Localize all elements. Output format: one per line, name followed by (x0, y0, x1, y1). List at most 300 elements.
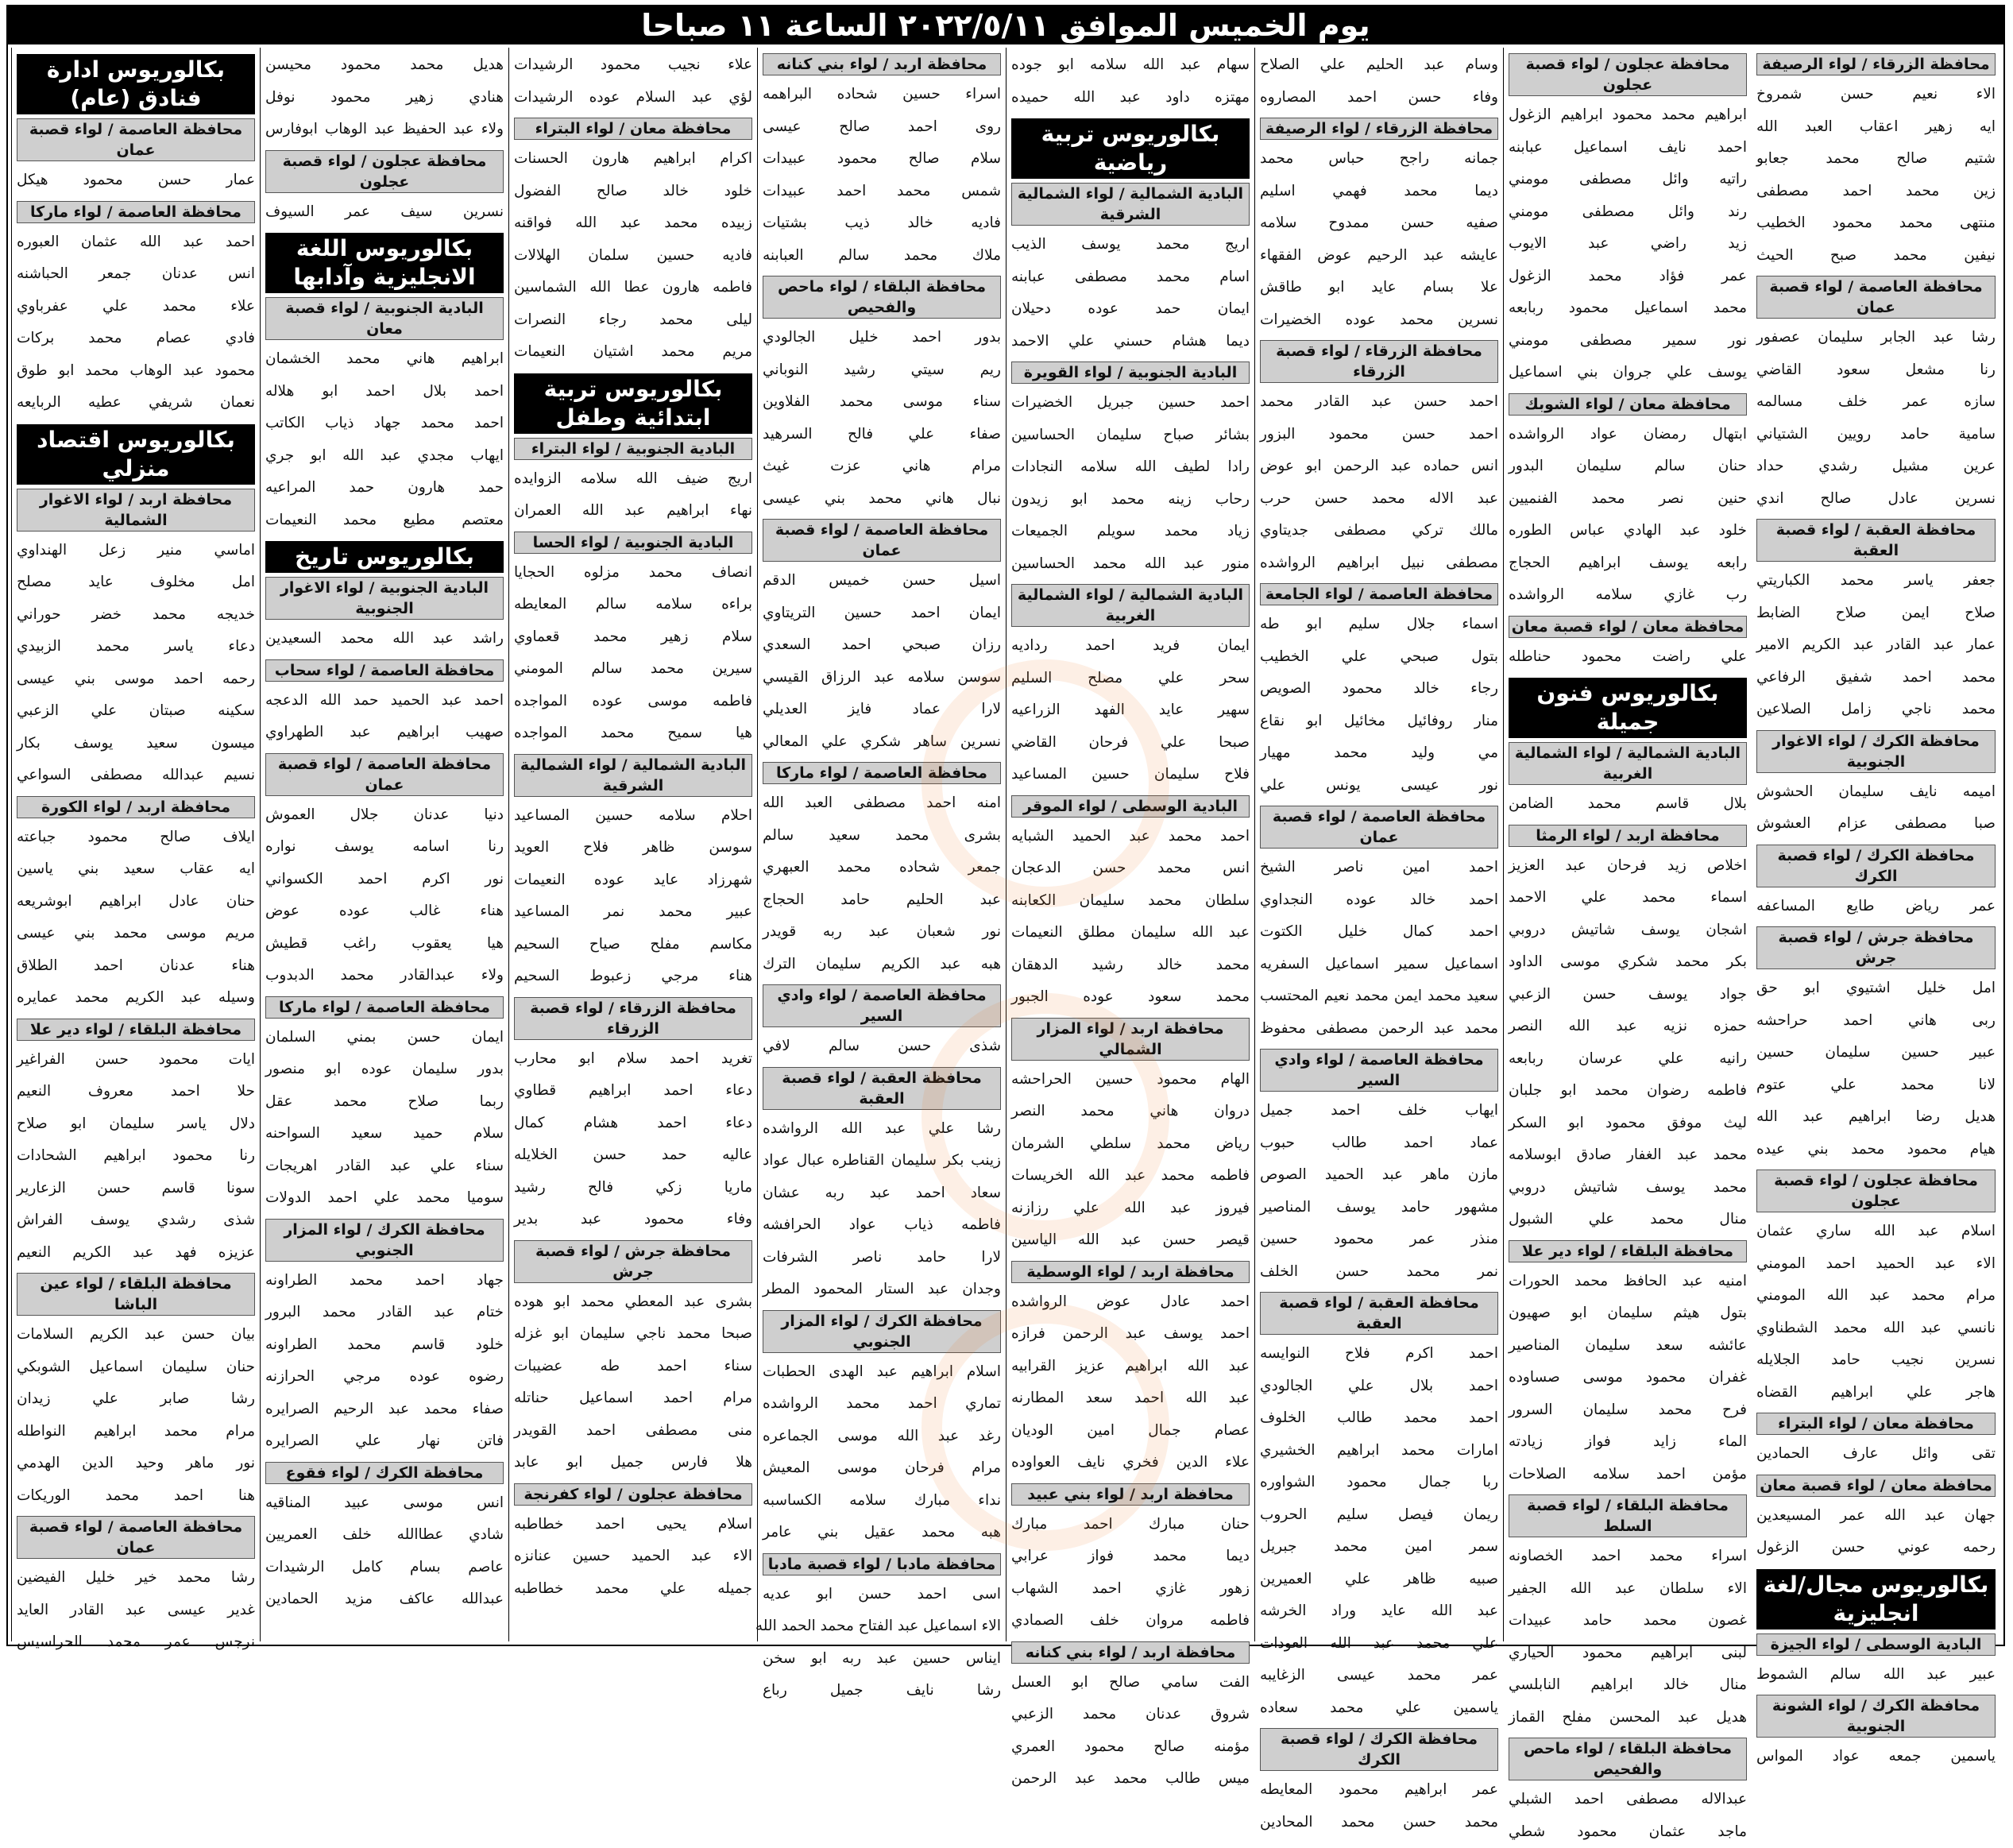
governorate-heading: محافظة معان / لواء البتراء (514, 118, 752, 140)
candidate-name: سهام عبد الله سلامه ابو جوده (1011, 49, 1250, 82)
governorate-heading: محافظة الكرك / لواء الاغوار الجنوبية (1756, 730, 1996, 773)
columns-container (11, 48, 2000, 1641)
candidate-name: نبال هاني محمد بني عيسى (763, 483, 1001, 516)
candidate-name: عبد الله احمد سعد المطارنه (1011, 1382, 1250, 1415)
candidate-name: سناء موسى محمد الفلاوين (763, 386, 1001, 419)
candidate-name: عزيزه فهد عبد الكريم النعيم (17, 1237, 255, 1270)
candidate-name: احمد محمد عبد الحميد الشبايه (1011, 821, 1250, 853)
candidate-name: احمد عادل عوض الرواشده (1011, 1286, 1250, 1319)
candidate-name: احمد نايف اسماعيل عبابنه (1509, 132, 1747, 164)
candidate-name: عبد الله عايد وراد الخرشه (1260, 1595, 1498, 1628)
candidate-name: نسرين سيف عمر السيوف (265, 196, 504, 229)
governorate-heading: البادية الجنوبية / لواء الاغوار الجنوبية (265, 577, 504, 620)
candidate-name: اسلام ابراهيم عبد الهدى الحطبات (763, 1356, 1001, 1389)
candidate-name: محمد حسن محمد المحادين (1260, 1807, 1498, 1839)
candidate-name: رانيه علي عرسان ربابعه (1509, 1043, 1747, 1076)
candidate-name: هديل عبد المحسن مفلح القماز (1509, 1702, 1747, 1734)
column-6 (1254, 48, 1503, 1641)
candidate-name: ديما محمد فهمي اسليم (1260, 176, 1498, 208)
candidate-name: الماء زايد فواز زيادته (1509, 1426, 1747, 1459)
candidate-name: علاء نجيب محمود الرشيدات (514, 49, 752, 82)
candidate-name: نسرين عادل صالح اندي (1756, 483, 1996, 516)
candidate-name: صبحا محمد ناجي سليمان ابو غزله (514, 1318, 752, 1351)
candidate-name: احلام سلامه حسين المساعيد (514, 800, 752, 833)
candidate-name: رشا صابر علي زيدان (17, 1383, 255, 1416)
candidate-name: خلود قاسم محمد الطراونه (265, 1329, 504, 1362)
candidate-name: احمد محمد جهاد ذياب الكاتب (265, 408, 504, 440)
candidate-name: هنادي زهير محمود نوفل (265, 82, 504, 114)
candidate-name: شهرزاد عايد عوده النعيمات (514, 864, 752, 897)
candidate-name: صفيه حسن ممدوح سلامه (1260, 207, 1498, 240)
candidate-name: نور اكرم احمد الكسواني (265, 864, 504, 896)
candidate-name: مرام فرحان موسى المعيش (763, 1452, 1001, 1485)
governorate-heading: محافظة العاصمة / لواء ماركا (265, 996, 504, 1019)
candidate-name: اسى احمد حسن ابو عديه (763, 1579, 1001, 1611)
candidate-name: هبه محمد عقيل بني عامر (763, 1517, 1001, 1549)
candidate-name: عايشه عبد الرحيم عوض الفقهاء (1260, 240, 1498, 273)
governorate-heading: محافظة معان / لواء قصبة معان (1509, 616, 1747, 638)
candidate-name: هلا فارس جميل ابو عابد (514, 1447, 752, 1479)
candidate-name: احمد عبد الله عثمان العبوره (17, 226, 255, 259)
candidate-name: امنه احمد مصطفى العبد الله (763, 787, 1001, 820)
governorate-heading: محافظة العاصمة / لواء قصبة عمان (1756, 276, 1996, 319)
candidate-name: هبه عبد الكريم سليمان الترك (763, 949, 1001, 981)
candidate-name: صبحا علي فرحان القاضي (1011, 727, 1250, 760)
candidate-name: عبدالاله مصطفى احمد الشبلي (1509, 1784, 1747, 1816)
candidate-name: نسرين نجيب حامد الجلايله (1756, 1344, 1996, 1377)
column-7 (1503, 48, 1752, 1641)
candidate-name: سحر علي مصلح السليم (1011, 663, 1250, 695)
candidate-name: سمر امين محمد جبريل (1260, 1531, 1498, 1564)
candidate-name: نيفين محمد صبح الحيث (1756, 240, 1996, 273)
candidate-name: رياض محمد سلطي الشرمان (1011, 1128, 1250, 1161)
candidate-name: صهيب ابراهيم عبد الطهراوي (265, 717, 504, 749)
candidate-name: فاطمه هارون عطا الله الشماسين (514, 272, 752, 304)
candidate-name: ايمان حسن بمني السلمان (265, 1022, 504, 1054)
candidate-name: رنا مشعل سعود القاضي (1756, 354, 1996, 387)
candidate-name: عبدالله عاكف مزيد الحمادين (265, 1583, 504, 1616)
candidate-name: سوسن سلامه عبد الرزاق القيسي (763, 662, 1001, 694)
candidate-name: رشا عبد الجابر سليمان عصفور (1756, 322, 1996, 354)
candidate-name: شذى حسن سالم لافي (763, 1030, 1001, 1063)
candidate-name: نور شعبان عبد ربه قويدر (763, 916, 1001, 949)
candidate-name: جميله علي محمد خطاطبه (514, 1573, 752, 1606)
candidate-name: اسراء محمد احمد الخصاونه (1509, 1541, 1747, 1573)
candidate-name: ابراهيم محمد محمود ابراهيم الزغول (1509, 99, 1747, 132)
candidate-name: عمر محمد عيسى الزغايبه (1260, 1660, 1498, 1692)
candidate-name: دلال ياسر سليمان ابو صلاح (17, 1108, 255, 1141)
candidate-name: منال محمد علي الشبول (1509, 1204, 1747, 1236)
candidate-name: ميس طالب محمد عبد الرحمن (1011, 1763, 1250, 1796)
candidate-name: عمر فؤاد محمد الزغول (1509, 261, 1747, 293)
candidate-name: عمر ابراهيم محمود المعايطه (1260, 1774, 1498, 1807)
candidate-name: احمد محمد طالب الخلوف (1260, 1402, 1498, 1435)
candidate-name: محمود عبد الوهاب محمد ابو طوق (17, 355, 255, 388)
candidate-name: زينب بكر سليمان القناطره عبال عواد (763, 1145, 1001, 1177)
candidate-name: دروان هاني محمد النصر (1011, 1096, 1250, 1128)
governorate-heading: محافظة الزرقاء / لواء قصبة الزرقاء (514, 997, 752, 1040)
candidate-name: فاطمه رضوان محمد ابو جلبان (1509, 1075, 1747, 1108)
governorate-heading: محافظة العاصمة / لواء قصبة عمان (763, 519, 1001, 562)
candidate-name: ايناس حسين عبد ربه ابو سخن (763, 1643, 1001, 1676)
candidate-name: شذى رشدي يوسف الفراش (17, 1204, 255, 1237)
candidate-name: سلطان محمد سليمان الكعابنه (1011, 885, 1250, 918)
candidate-name: رنا محمود ابراهيم الشحادات (17, 1140, 255, 1173)
candidate-name: ايه عقاب سعيد بني ياسين (17, 853, 255, 886)
candidate-name: محمد خالد رشيد الدهقان (1011, 949, 1250, 982)
candidate-name: نسيم عبدالله مصطفى السواعي (17, 760, 255, 792)
candidate-name: غصون محمد حامد عبيدات (1509, 1605, 1747, 1637)
governorate-heading: البادية الشمالية / لواء الشمالية الشرقية (514, 754, 752, 797)
governorate-heading: محافظة العاصمة / لواء ماركا (17, 201, 255, 223)
candidate-name: هناء عدنان احمد الطلاق (17, 950, 255, 983)
candidate-name: هناء مرجي زعبوط السحيم (514, 961, 752, 993)
candidate-name: فاديه حسين سلمان الهلالات (514, 240, 752, 273)
candidate-name: اسام محمد مصطفى عبابنه (1011, 261, 1250, 294)
candidate-name: عبير حسين سليمان حسين (1756, 1037, 1996, 1069)
candidate-name: امل مخلوف عايد مصلح (17, 566, 255, 599)
candidate-name: مريم محمد اشتيان النعيمات (514, 336, 752, 369)
governorate-heading: محافظة العاصمة / لواء سحاب (265, 659, 504, 682)
candidate-name: وجدان عبد الستار المحمود المطر (763, 1274, 1001, 1306)
governorate-heading: محافظة العاصمة / لواء قصبة عمان (17, 118, 255, 161)
candidate-name: انس موسى عبيد المناقيه (265, 1487, 504, 1520)
governorate-heading: البادية الوسطى / لواء الجيزة (1756, 1633, 1996, 1656)
candidate-name: عبد الله ابراهيم عزيز القرابيه (1011, 1351, 1250, 1383)
candidate-name: صفاء محمد عبد الرحيم الصرايره (265, 1394, 504, 1426)
candidate-name: ماجد عثمان محمود شطي (1509, 1816, 1747, 1848)
candidate-name: فاتن نهار علي الصرايره (265, 1425, 504, 1458)
candidate-name: رحمه احمد موسى بني عيسى (17, 663, 255, 696)
candidate-name: مازن ماهر عبد الحميد الصوص (1260, 1159, 1498, 1192)
candidate-name: رغد عبد الله موسى الجماعره (763, 1421, 1001, 1453)
governorate-heading: محافظة اربد / لواء الرمثا (1509, 825, 1747, 847)
candidate-name: علي راضت محمود حناطله (1509, 641, 1747, 674)
degree-heading: بكالوريوس ادارة فنادق (عام) (17, 54, 255, 114)
candidate-name: نداء مبارك سلامه الكساسبه (763, 1485, 1001, 1517)
candidate-name: اسماعيل سمير اسماعيل السفريه (1260, 949, 1498, 981)
candidate-name: الاء عبد الحميد احمد المومني (1756, 1248, 1996, 1281)
governorate-heading: محافظة العاصمة / لواء قصبة عمان (265, 753, 504, 796)
degree-heading: بكالوريوس تربية رياضية (1011, 118, 1250, 179)
candidate-name: جواد يوسف حسن الزعبي (1509, 979, 1747, 1011)
governorate-heading: محافظة العاصمة / لواء قصبة عمان (1260, 806, 1498, 849)
candidate-name: مي وليد محمد مهيار (1260, 737, 1498, 770)
candidate-name: تماري احمد محمد الرواشده (763, 1388, 1001, 1421)
governorate-heading: محافظة الكرك / لواء قصبة الكرك (1756, 845, 1996, 887)
candidate-name: رنا اسامه يوسف نواره (265, 831, 504, 864)
candidate-name: منى مصطفى احمد القويدر (514, 1415, 752, 1448)
governorate-heading: محافظة الكرك / لواء فقوع (265, 1462, 504, 1484)
candidate-name: ملاك محمد سالم العبابنه (763, 240, 1001, 273)
governorate-heading: محافظة الكرك / لواء الشونة الجنوبية (1756, 1695, 1996, 1738)
candidate-name: ديما محمد فواز عرابي (1011, 1541, 1250, 1573)
candidate-name: صلاح ايمن صلاح الضابط (1756, 597, 1996, 630)
candidate-name: سلام صالح محمود عبيدات (763, 143, 1001, 176)
candidate-name: لارا حامد ناصر الشرفات (763, 1242, 1001, 1274)
candidate-name: فرح محمد سليمان السرور (1509, 1394, 1747, 1427)
candidate-name: معتصم مطيع محمد النعيمات (265, 505, 504, 537)
degree-heading: بكالوريوس اللغة الانجليزية وآدابها (265, 233, 504, 293)
candidate-name: نور ماهر وحيد الدين الهدمي (17, 1448, 255, 1480)
candidate-name: مريم موسى محمد بني عيسى (17, 918, 255, 950)
candidate-name: عاصم بسام كامل الرشيدات (265, 1552, 504, 1584)
candidate-name: هيام محمود محمد بني عيده (1756, 1134, 1996, 1166)
candidate-name: رحاب زينه محمد ابو زيدون (1011, 484, 1250, 516)
candidate-name: ميسون سعيد يوسف بكار (17, 728, 255, 760)
candidate-name: ليلى محمد رجاء النصرات (514, 304, 752, 337)
degree-heading: بكالوريوس تاريخ (265, 541, 504, 573)
candidate-name: روى احمد صالح عيسى (763, 111, 1001, 144)
candidate-name: تغريد احمد سلام ابو محارب (514, 1043, 752, 1076)
candidate-name: احمد خالد عوده النجداوي (1260, 884, 1498, 917)
candidate-name: مؤمن احمد سلامه الصلاحات (1509, 1459, 1747, 1491)
candidate-name: بتول صبحي علي الخطيب (1260, 641, 1498, 674)
candidate-name: رب غازي سلامه الرواشده (1509, 579, 1747, 612)
candidate-name: سلام حميد سعيد السواحنه (265, 1118, 504, 1150)
candidate-name: مصطفى نبيل ابراهيم الرواشده (1260, 547, 1498, 580)
candidate-name: دعاء احمد ابراهيم قطاوي (514, 1075, 752, 1108)
candidate-name: فاديه خالد ذيب بشتيات (763, 207, 1001, 240)
governorate-heading: البادية الشمالية / لواء الشمالية الشرقية (1011, 183, 1250, 226)
candidate-name: حلا احمد معروف النعيم (17, 1076, 255, 1108)
candidate-name: رزان صبحي احمد السعدي (763, 629, 1001, 662)
candidate-name: وسيله عبد الكريم محمد عمايره (17, 982, 255, 1015)
candidate-name: ايات محمود حسن الفراغير (17, 1044, 255, 1077)
candidate-name: نعمان شريفي عطيه الربايعه (17, 387, 255, 419)
candidate-name: ختام عبد القادر محمد البرور (265, 1297, 504, 1329)
candidate-name: عرين مشيل رشدي حداد (1756, 450, 1996, 483)
governorate-heading: محافظة معان / لواء الشوبك (1509, 393, 1747, 416)
candidate-name: لارا عماد فايز العديلي (763, 694, 1001, 726)
candidate-name: صفاء علي فالح السرهيد (763, 419, 1001, 451)
candidate-name: فيروز عبد الله علي رزازنه (1011, 1193, 1250, 1225)
candidate-name: محمد سعود عوده الجبور (1011, 981, 1250, 1014)
candidate-name: منور عبد الله محمد الحساسين (1011, 548, 1250, 581)
degree-heading: بكالوريوس مجال/لغة انجليزية (1756, 1569, 1996, 1630)
governorate-heading: البادية الجنوبية / لواء البتراء (514, 438, 752, 460)
newspaper-page (6, 5, 2005, 1646)
candidate-name: خلود عبد الهادي عباس الطوره (1509, 515, 1747, 547)
degree-heading: بكالوريوس تربية ابتدائية وطفل (514, 373, 752, 434)
candidate-name: شروق عدنان محمد الزعبي (1011, 1699, 1250, 1731)
candidate-name: بكر محمد شكري موسى الداود (1509, 946, 1747, 979)
candidate-name: مرام محمد عبد الله المومني (1756, 1280, 1996, 1313)
candidate-name: مكاسم مفلح صياح السحيم (514, 929, 752, 961)
column-8 (1752, 48, 2000, 1641)
candidate-name: احمد بلال احمد ابو هلاله (265, 376, 504, 408)
candidate-name: امل خليل اشتيوي ابو حق (1756, 972, 1996, 1005)
candidate-name: شمس محمد احمد عبيدات (763, 176, 1001, 208)
candidate-name: نمر محمد حسن الخلف (1260, 1256, 1498, 1289)
governorate-heading: محافظة الكرك / لواء المزار الجنوبي (265, 1219, 504, 1262)
candidate-name: بلال قاسم محمد الضامن (1509, 788, 1747, 821)
candidate-name: هديل رضا ابراهيم عبد الله (1756, 1101, 1996, 1134)
candidate-name: عمار عبد القادر عبد الكريم الامير (1756, 629, 1996, 662)
governorate-heading: محافظة البلقاء / لواء قصبة السلط (1509, 1494, 1747, 1537)
candidate-name: مرام احمد اسماعيل حناتله (514, 1382, 752, 1415)
candidate-name: منال خالد ابراهيم النابلسي (1509, 1669, 1747, 1702)
candidate-name: ايمان احمد حسين التريتاوي (763, 597, 1001, 630)
governorate-heading: محافظة اربد / لواء بني كنانه (1011, 1641, 1250, 1664)
candidate-name: فاطمه محمد عبد الله الخريسات (1011, 1160, 1250, 1193)
candidate-name: انصاف محمد مزلوه الحجايا (514, 557, 752, 590)
candidate-name: سوميا محمد علي احمد الدولات (265, 1182, 504, 1215)
candidate-name: هديل محمد محمود محيسن (265, 49, 504, 82)
governorate-heading: محافظة الزرقاء / لواء الرصيفة (1756, 53, 1996, 75)
candidate-name: ريمان فيصل سليم الحروب (1260, 1499, 1498, 1532)
candidate-name: عاليه حمد حسن الخلايله (514, 1139, 752, 1172)
governorate-heading: محافظة العاصمة / لواء وادي السير (1260, 1049, 1498, 1092)
candidate-name: امنيه عبد الحافظ محمد الحورات (1509, 1266, 1747, 1298)
candidate-name: جعفر ياسر محمد الكباريتي (1756, 565, 1996, 597)
candidate-name: لؤي عبد السلام عوده الرشيدات (514, 82, 752, 114)
governorate-heading: محافظة عجلون / لواء كفرنجة (514, 1483, 752, 1506)
candidate-name: سوسن ظاهر فلاح العويد (514, 832, 752, 864)
candidate-name: بيان حسن عبد الكريم السلامات (17, 1319, 255, 1351)
candidate-name: لبنى ابراهيم محمود الحياري (1509, 1637, 1747, 1670)
candidate-name: انس عدنان جمعر الحباشنه (17, 258, 255, 291)
candidate-name: رجاء خالد محمود الصويص (1260, 673, 1498, 706)
candidate-name: عبير محمد نمر المساعيد (514, 896, 752, 929)
candidate-name: رابعه يوسف ابراهيم الحجاج (1509, 547, 1747, 580)
candidate-name: علاء الدين فخري نايف العواوده (1011, 1447, 1250, 1479)
candidate-name: حنان سالم سليمان البدور (1509, 450, 1747, 483)
candidate-name: بدور احمد خليل الجالودي (763, 322, 1001, 354)
candidate-name: ليث موفق محمود ابو السكر (1509, 1108, 1747, 1140)
candidate-name: وفاء حسن احمد المصاروه (1260, 82, 1498, 114)
date-banner: يوم الخميس الموافق ٢٠٢٢/٥/١١ الساعة ١١ صباحا (8, 6, 2003, 44)
governorate-heading: محافظة الزرقاء / لواء الرصيفة (1260, 118, 1498, 140)
candidate-name: زين محمد احمد مصطفى (1756, 176, 1996, 208)
candidate-name: نانسي عبد الله محمد الشطناوي (1756, 1313, 1996, 1345)
candidate-name: رادا لطيف الله سلامه النجادات (1011, 451, 1250, 484)
candidate-name: هنا احمد محمد الوريكات (17, 1480, 255, 1513)
candidate-name: سلام زهير محمد قعماوي (514, 621, 752, 654)
candidate-name: غدير عيسى عبد القادر العايد (17, 1595, 255, 1627)
candidate-name: احمد حسين جبريل الخضيرات (1011, 387, 1250, 419)
candidate-name: رضوه عوده مرجي الحرازنه (265, 1361, 504, 1394)
governorate-heading: محافظة العقبة / لواء قصبة العقبة (1756, 519, 1996, 562)
candidate-name: علي محمد عبد الله العودات (1260, 1628, 1498, 1660)
candidate-name: عبير عبد الله سالم الشموط (1756, 1659, 1996, 1691)
governorate-heading: محافظة البلقاء / لواء ماحص والفحيص (1509, 1738, 1747, 1780)
governorate-heading: محافظة العاصمة / لواء قصبة عمان (17, 1516, 255, 1559)
candidate-name: رشا علي عبد الله الرواشده (763, 1113, 1001, 1146)
candidate-name: جهاد احمد محمد الطراونه (265, 1265, 504, 1297)
governorate-heading: محافظة اربد / لواء الكورة (17, 796, 255, 818)
candidate-name: ايهاب مجدي عبد الله ابو جري (265, 440, 504, 473)
candidate-name: احمد كمال خليل الكتوت (1260, 916, 1498, 949)
candidate-name: ديما هشام حسني علي الاحمد (1011, 326, 1250, 358)
candidate-name: سناء علي عبد القادر اهريجات (265, 1150, 504, 1183)
candidate-name: انس محمد حسن الدعجان (1011, 852, 1250, 885)
candidate-name: مرام هاني عزت غيث (763, 450, 1001, 483)
column-4 (757, 48, 1006, 1641)
candidate-name: الهام محمود حسين الحراحشه (1011, 1064, 1250, 1096)
candidate-name: محمد اسماعيل محمود ربابعه (1509, 292, 1747, 325)
candidate-name: فلاح سليمان حسين المساعيد (1011, 759, 1250, 791)
candidate-name: اسراء حسين شحاده البراهمه (763, 79, 1001, 111)
candidate-name: وفاء محمود عبد بدير (514, 1204, 752, 1236)
candidate-name: الفت سامي صالح ابو العسل (1011, 1667, 1250, 1699)
degree-heading: بكالوريوس اقتصاد منزلي (17, 424, 255, 485)
candidate-name: عبد الله سليمان مطلق النعيمات (1011, 917, 1250, 949)
governorate-heading: محافظة اربد / لواء الاغوار الشمالية (17, 489, 255, 532)
governorate-heading: محافظة عجلون / لواء قصبة عجلون (1756, 1169, 1996, 1212)
candidate-name: ربا جمال محمود الشواوره (1260, 1467, 1498, 1499)
candidate-name: زبيده محمد عبد الله فواقنه (514, 207, 752, 240)
candidate-name: اسماء محمد علي الاحمد (1509, 882, 1747, 914)
candidate-name: ياسمين جمعه عواد المواس (1756, 1741, 1996, 1773)
candidate-name: انس حماده عبد الرحمن ابو عوض (1260, 450, 1498, 483)
candidate-name: صبا مصطفى عزام العشوش (1756, 808, 1996, 841)
candidate-name: احمد بلال علي الجالودي (1260, 1371, 1498, 1403)
candidate-name: نهاء ابراهيم عبد الله العمران (514, 495, 752, 528)
candidate-name: حمزه نزيه عبد الله النصر (1509, 1011, 1747, 1043)
candidate-name: نسرين ساهر شكري علي المعالي (763, 726, 1001, 759)
candidate-name: هاجر علي ابراهيم القضاه (1756, 1377, 1996, 1409)
candidate-name: محمد عبد الغفار صادق ابوسلامه (1509, 1139, 1747, 1172)
candidate-name: بدور سليمان عوده ابو منصور (265, 1054, 504, 1086)
candidate-name: زياد محمد سويلم الجميعات (1011, 516, 1250, 548)
candidate-name: راشد عبد الله محمد السعيدين (265, 623, 504, 655)
candidate-name: اماسي منير زعل الهنداوي (17, 535, 255, 567)
candidate-name: الاء عبد الحميد حسين عنانزه (514, 1541, 752, 1573)
candidate-name: بتول هيثم سليمان ابو صهيون (1509, 1297, 1747, 1330)
governorate-heading: محافظة العاصمة / لواء ماركا (763, 762, 1001, 784)
candidate-name: جمانه راجح حباس محمد (1260, 143, 1498, 176)
candidate-name: رحمه عوني حسن الزغول (1756, 1532, 1996, 1564)
candidate-name: منذر عمر محمود حسين (1260, 1224, 1498, 1256)
governorate-heading: البادية الوسطى / لواء الموقر (1011, 795, 1250, 818)
candidate-name: احمد حسن عبد القادر محمد (1260, 386, 1498, 419)
candidate-name: شادي عطاالله خلف العمريين (265, 1519, 504, 1552)
candidate-name: ايه زهير اعقاب العبد الله (1756, 111, 1996, 144)
candidate-name: اسلام يحيى احمد خطاطبه (514, 1509, 752, 1541)
candidate-name: حنين نصر محمد الفنميين (1509, 483, 1747, 516)
candidate-name: احمد عبد الحميد حمد الله الدعجه (265, 685, 504, 717)
candidate-name: علا بسام عايد ابو طاقش (1260, 272, 1498, 304)
governorate-heading: محافظة اربد / لواء بني عبيد (1011, 1483, 1250, 1506)
governorate-heading: البادية الجنوبية / لواء القويرة (1011, 361, 1250, 384)
candidate-name: سناء احمد طه عضيبات (514, 1351, 752, 1383)
candidate-name: اريج ضيف الله سلامه الزوايده (514, 463, 752, 496)
governorate-heading: محافظة البلقاء / لواء ماحص والفحيص (763, 276, 1001, 319)
candidate-name: ابراهيم هاني محمد الخشمان (265, 343, 504, 376)
governorate-heading: محافظة العاصمة / لواء وادي السير (763, 984, 1001, 1027)
candidate-name: حنان سليمان اسماعيل الشوبكي (17, 1351, 255, 1384)
candidate-name: فاطمه موسى عوده المواجده (514, 686, 752, 718)
governorate-heading: محافظة جرش / لواء قصبة جرش (514, 1240, 752, 1283)
candidate-name: ربى هاني احمد حراحشه (1756, 1005, 1996, 1038)
candidate-name: زيد راضي عبد الايوب (1509, 228, 1747, 261)
governorate-heading: محافظة الكرك / لواء قصبة الكرك (1260, 1728, 1498, 1771)
governorate-heading: البادية الجنوبية / لواء الحسا (514, 532, 752, 554)
candidate-name: محمد يوسف شاتيش دروبي (1509, 1172, 1747, 1204)
candidate-name: خديجه محمد خضر حوراني (17, 599, 255, 632)
candidate-name: حنان مبارك احمد مبارك (1011, 1509, 1250, 1541)
governorate-heading: محافظة عجلون / لواء قصبة عجلون (1509, 53, 1747, 96)
candidate-name: تقى وائل عارف الحمادين (1756, 1438, 1996, 1471)
candidate-name: ايمان فريد احمد رداديه (1011, 630, 1250, 663)
candidate-name: وسام عبد الحليم علي الصلاح (1260, 49, 1498, 82)
candidate-name: حمد هارون حمد المراعيه (265, 472, 504, 505)
candidate-name: خلود خالد صالح الفضول (514, 176, 752, 208)
degree-heading: بكالوريوس فنون جميلة (1509, 678, 1747, 738)
candidate-name: سونا قاسم حسن الزعارير (17, 1173, 255, 1205)
candidate-name: رند وائل مصطفى مومني (1509, 196, 1747, 229)
